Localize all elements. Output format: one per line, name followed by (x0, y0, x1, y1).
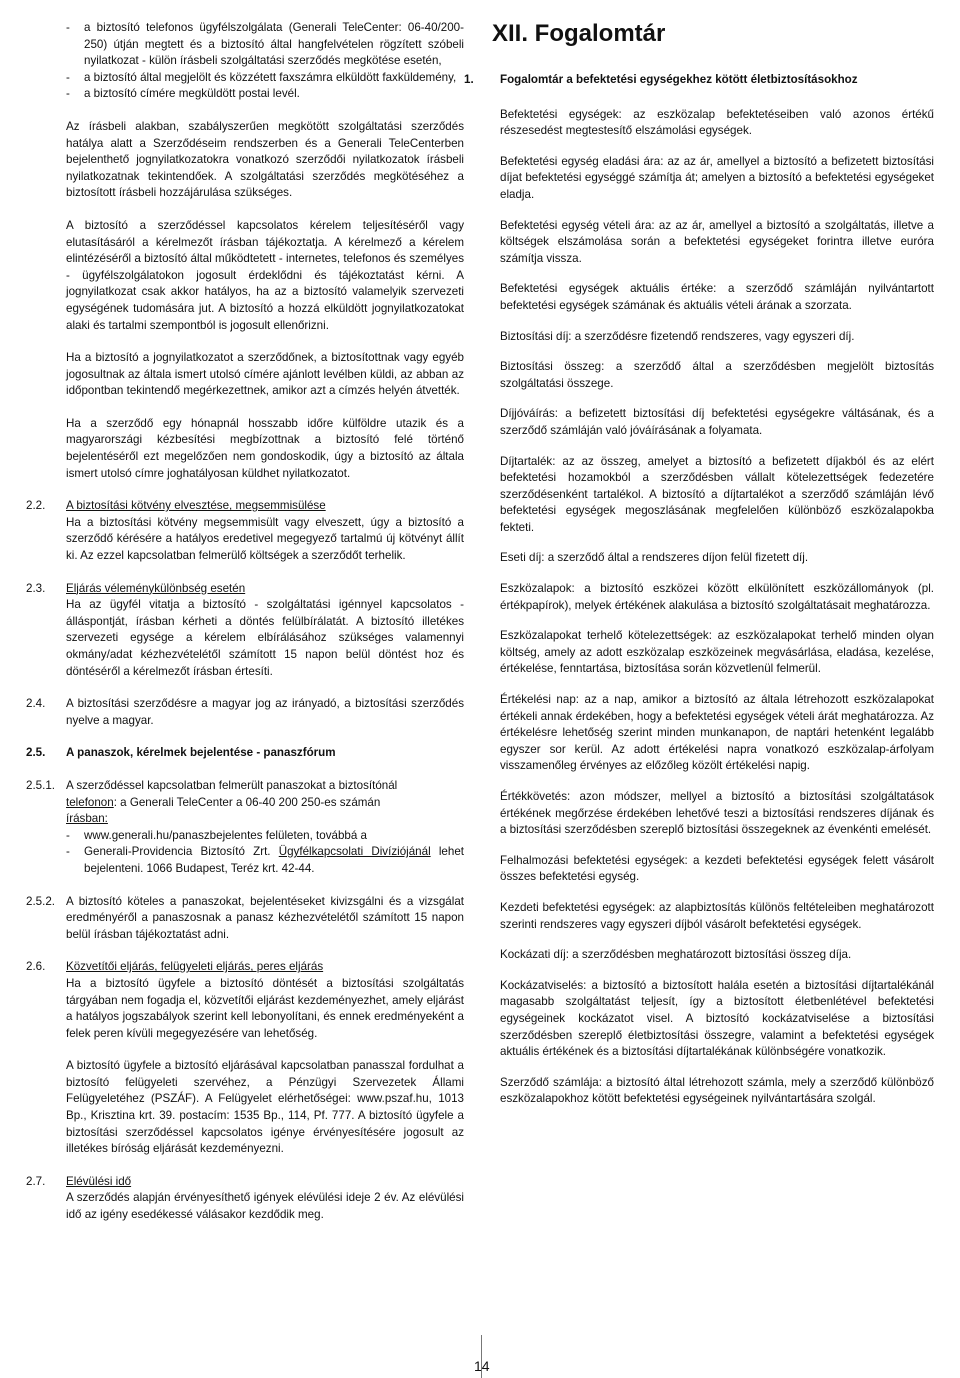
chapter-title: XII. Fogalomtár (492, 20, 666, 47)
phone-text: : a Generali TeleCenter a 06-40 200 250-es számán (113, 795, 381, 809)
section-number: 2.7. (26, 1174, 46, 1188)
section-2-5 (26, 745, 464, 762)
definition-list (500, 107, 934, 1108)
paragraph: Ha a szerződő egy hónapnál hosszabb időre külföldre utazik és a magyarországi kézbesítési megbízottnak a biztosító felé történő bejelentéséről ezt megelőzően nem gondoskodik, úgy a biztosító az általa ismert utolsó címre joghatályosan küldhet nyilatkozatot. (66, 416, 464, 480)
section-2-6 (26, 959, 464, 1158)
definition-term: Kockázati díj: (500, 948, 569, 962)
definition-term: Szerződő számlája: (500, 1075, 602, 1089)
definition-text: a szerződésben meghatározott biztosítási összeg díja. (568, 948, 852, 962)
section-text: A szerződés alapján érvényesíthető igények elévülési ideje 2 év. Az elévülési idő az igény esedékessé válásakor kezdődik meg. (66, 1191, 464, 1222)
list-item: - a biztosító által megjelölt és közzétett faxszámra elküldött faxküldemény, (66, 70, 464, 87)
definition-term: Értékkövetés: (500, 790, 571, 803)
definition-term: Díjjóváírás: (500, 407, 558, 421)
definition-item (500, 454, 934, 537)
section-text: Ha a biztosító ügyfele a biztosító döntését a biztosítási szolgáltatás tárgyában nem fogadja el, közvetítői eljárást kezdeményezhet, amely eljárást a hatályos jogszabályok szerint kell lebonyolítani, és ennek eredményeként a felek peren kívüli megegyezésére van lehetőség. (66, 976, 464, 1040)
definition-term: Eszközalapok: (500, 582, 575, 596)
definition-text: a szerződő számláján nyilvántartott befektetési egységek számának és aktuális vételi árának a szorzata. (500, 282, 934, 312)
section-text: A biztosító köteles a panaszokat, bejelentéseket kivizsgálni és a vizsgálat eredményéről a panaszosnak a panasz kézhezvételétől számított 15 napon belül írásban tájékoztatást adni. (66, 894, 464, 941)
definition-term: Értékelési nap: (500, 693, 579, 707)
section-number: 2.5.1. (26, 778, 56, 792)
definition-term: Kezdeti befektetési egységek: (500, 900, 656, 914)
definition-item (500, 107, 934, 140)
list-item: - a biztosító címére megküldött postai levél. (66, 86, 464, 103)
item-text: Generali-Providencia Biztosító Zrt. (84, 845, 279, 859)
definition-term: Kockázatviselés: (500, 978, 587, 992)
definition-item (500, 281, 934, 314)
section-text: Ha a biztosítási kötvény megsemmisült vagy elveszett, úgy a biztosító a szerződő kérésére a hatályos eredetivel megegyező tartalmú új kötvényt állít ki. Az ezzel kapcsolatban felmerülő költségek a szerződőt terhelik. (66, 515, 464, 563)
definition-term: Felhalmozási befektetési egységek: (500, 853, 688, 867)
definition-text: az alapbiztosítás különös feltételeiben meghatározott szerinti rendszeres vagy egyszeri díjból vásárolt befektetési egységek. (500, 900, 934, 931)
subsection-heading (464, 72, 934, 89)
phone-line (66, 795, 464, 812)
paragraph: A biztosító a szerződéssel kapcsolatos kérelem teljesítéséről vagy elutasításáról a kérelmezőt írásban tájékoztatja. A kérelmező a kérelem elintézéséről a biztosító által működtetett - internetes, telefonos és személyes - ügyfélszolgálatokon jogosult érdeklődni és tájékoztatást kérni. A jognyilatkozat csak akkor hatályos, ha az a biztosító valamelyik szervezeti egységének tudomására jut. A biztosító a hozzá elküldött jognyilatkozatokat alaki és tartalmi szempontból is jogosult ellenőrizni. (66, 218, 464, 332)
subsection-title: Fogalomtár a befektetési egységekhez kötött életbiztosításokhoz (500, 73, 858, 86)
definition-term: Befektetési egység vételi ára: (500, 218, 655, 232)
section-2-3 (26, 581, 464, 681)
definition-text: az az ár, amellyel a biztosító a befizetett biztosítási díjat befektetési egységgé számítja át; amelyen a biztosító a befektetési egységeket eladja. (500, 154, 934, 201)
definition-item (500, 628, 934, 678)
definition-text: a szerződő által a szerződésben megjelölt biztosítás szolgáltatási összege. (500, 360, 935, 390)
definition-item (500, 789, 934, 839)
left-column (26, 20, 464, 1224)
section-number: 2.3. (26, 581, 46, 595)
definition-term: Befektetési egység eladási ára: (500, 154, 664, 168)
definition-text: a biztosító a biztosított halála esetén a biztosítási díjtartalékánál magasabb szolgáltatást teljesít, így a biztosított életbenlétével befektetési egységeinek kockázatot visel. A biztosító kockázatviselése a biztosítási szerződésben szereplő életbiztosítási összegre, valamint a befektetési egységek aktuális értékének és a biztosítási díjtartalékának különbségére vonatkozik. (500, 978, 934, 1059)
section-text: A biztosító ügyfele a biztosító eljárásával kapcsolatban panasszal fordulhat a biztosító felügyeleti szervéhez, a Pénzügyi Szervezetek Állami Felügyeletéhez (PSZÁF). A Felügyelet elérhetőségei: www.pszaf.hu, 1013 Bp., Krisztina krt. 39. postacím: 1535 Bp., 114, Pf. 777. A biztosító ügyfele a biztosítási szerződéssel kapcsolatos igénye érvényesítésére jogosult az illetékes bíróság eljárását kezdeményezni. (66, 1059, 464, 1156)
section-title: Eljárás véleménykülönbség esetén (66, 581, 246, 595)
definition-term: Biztosítási díj: (500, 329, 572, 343)
definition-text: az az ár, amellyel a biztosító a szolgáltatás, illetve a költségek elszámolása során a befektetési egységeket forintra illetve euróra számítja vissza. (500, 218, 934, 265)
subsection-number: 1. (464, 73, 474, 86)
paragraph: Ha a biztosító a jognyilatkozatot a szerződőnek, a biztosítottnak vagy egyéb jogosultnak az általa ismert utolsó címére ajánlott levélben küldi, az abban az időpontban tekintendő megérkezettnek, amikor azt a címzés helyén átvették. (66, 351, 464, 398)
definition-text: a biztosító eszközei között elkülönített eszközállományok (pl. értékpapírok), melyek értékének alakulása a biztosító szolgáltatásait meghatározza. (500, 582, 934, 612)
right-column (464, 20, 935, 1122)
definition-item (500, 218, 934, 268)
definition-term: Biztosítási összeg: (500, 360, 605, 374)
definition-item (500, 900, 934, 933)
definition-item (500, 154, 934, 204)
section-text: A biztosítási szerződésre a magyar jog az irányadó, a biztosítási szerződés nyelve a magyar. (66, 697, 464, 727)
section-2-4 (26, 696, 464, 729)
definition-item (500, 329, 934, 346)
section-number: 2.5.2. (26, 894, 56, 908)
list-item: - a biztosító telefonos ügyfélszolgálata (Generali TeleCenter: 06-40/200-250) útján megtett és a biztosító által hangfelvételen rögzített szóbeli nyilatkozat - külön írásbeli szolgáltatási szerződés megkötése esetén, (66, 20, 464, 70)
section-2-5-2 (26, 894, 464, 944)
section-title: Közvetítői eljárás, felügyeleti eljárás, peres eljárás (66, 960, 324, 974)
definition-item (500, 978, 934, 1061)
definition-item (500, 1075, 934, 1108)
definition-text: az eszközalap befektetéseiben való azonos értékű részesedést megtestesítő elszámolási egységek. (500, 107, 934, 138)
definition-term: Befektetési egységek: (500, 107, 622, 121)
definition-term: Eseti díj: (500, 551, 545, 565)
definition-item (500, 947, 934, 964)
definition-text: a biztosító által létrehozott számla, mely a szerződő különböző eszközalapokhoz kötött befektetési egységeinek nyilvántartására szolgál. (500, 1075, 935, 1106)
definition-text: az az összeg, amelyet a biztosító a befizetett díjakból és az elért befektetési hozamokból a szerződésben vállalt kötelezettségek fedezetére szerződésenként tartalékol. A biztosító a díjtartalékot a szerződő számláján lévő befektetési egységek megoszlásának megfelelően különböző eszközalapokba fekteti. (500, 454, 934, 534)
definition-item (500, 550, 934, 567)
written-label: írásban: (66, 812, 108, 826)
list-item: - www.generali.hu/panaszbejelentes felületen, továbbá a (66, 828, 464, 845)
definition-text: az eszközalapokat terhelő minden olyan költség, amely az adott eszközalap eszközeinek megvásárlása, eladása, kezelése, értékelése, fenntartása, biztosítása során közvetlenül felmerül. (500, 629, 934, 676)
section-text: A szerződéssel kapcsolatban felmerült panaszokat a biztosítónál (66, 778, 398, 792)
definition-text: az a nap, amikor a biztosító az általa létrehozott eszközalapokat értékeli annak érdekében, hogy a befektetési egységek vételi árát meghatározza. Az értékelésre lehetőség szerint minden munkanapon, de naptári hetenként legalább egyszer sor kerül. Az adott értékelési napra vonatkozó eszközalap-árfolyam visszamenőleg érvényes az előzőleg közölt értékelési napig. (500, 693, 934, 773)
item-underlined: Ügyfélkapcsolati Divíziójánál (278, 845, 431, 859)
section-text: Ha az ügyfél vitatja a biztosító - szolgáltatási igénnyel kapcsolatos - álláspontját, írásban kérheti a döntés felülbírálatát. A biztosító illetékes szervezeti egysége a kérelem elbírálásához szükséges valamennyi okmány/adat kézhezvételétől számított 15 napon belül döntést hoz és döntéséről a kérelmezőt írásban értesíti. (66, 598, 464, 678)
definition-text: a kezdeti befektetési egységek felett vásárolt összes befektetési egység. (500, 853, 934, 884)
section-title: A biztosítási kötvény elvesztése, megsemmisülése (66, 499, 326, 513)
definition-item (500, 406, 934, 439)
paragraph: Az írásbeli alakban, szabályszerűen megkötött szolgáltatási szerződés hatálya alatt a Szerződéseim rendszerben és a Generali TeleCenterben bejelenthető jognyilatkozatokra vonatkozó szerződői nyilatkozatok írásbeli nyilatkozatnak tekintendőek. A szolgáltatási szerződés megkötéséhez a biztosított írásbeli hozzájárulása szükséges. (66, 119, 464, 200)
section-number: 2.6. (26, 960, 46, 974)
section-number: 2.5. (26, 746, 46, 760)
page-number: 14 (474, 1358, 490, 1374)
definition-text: a szerződésre fizetendő rendszeres, vagy egyszeri díj. (571, 329, 855, 343)
definition-item (500, 692, 934, 775)
item-text: lehet bejelenteni. 1066 Budapest, Teréz krt. 42-44. (84, 845, 464, 875)
section-number: 2.2. (26, 499, 46, 513)
phone-label: telefonon (66, 795, 114, 809)
section-number: 2.4. (26, 697, 46, 711)
definition-item (500, 359, 934, 392)
definition-term: Befektetési egységek aktuális értéke: (500, 282, 717, 296)
section-title: A panaszok, kérelmek bejelentése - panaszfórum (66, 746, 336, 760)
definition-term: Díjtartalék: (500, 454, 556, 468)
definition-item (500, 853, 934, 886)
list-item (66, 844, 464, 877)
definition-text: a szerződő által a rendszeres díjon felül fizetett díj. (544, 551, 809, 565)
definition-text: a befizetett biztosítási díj befektetési egységekre váltásának, és a szerződő számláján való jóváírásának a folyamata. (500, 407, 934, 437)
definition-term: Eszközalapokat terhelő kötelezettségek: (500, 629, 712, 643)
section-2-5-1 (26, 778, 464, 878)
section-title: Elévülési idő (66, 1174, 132, 1188)
definition-item (500, 581, 934, 614)
definition-text: azon módszer, mellyel a biztosító a biztosítási szolgáltatások értékének megőrzése érdekében lehetővé teszi a biztosítási rendszeres díjának és a biztosítási szerződésben szereplő biztosítási összegeknek az évenkénti emelését. (500, 790, 934, 837)
section-2-2 (26, 498, 464, 564)
section-2-7 (26, 1174, 464, 1224)
